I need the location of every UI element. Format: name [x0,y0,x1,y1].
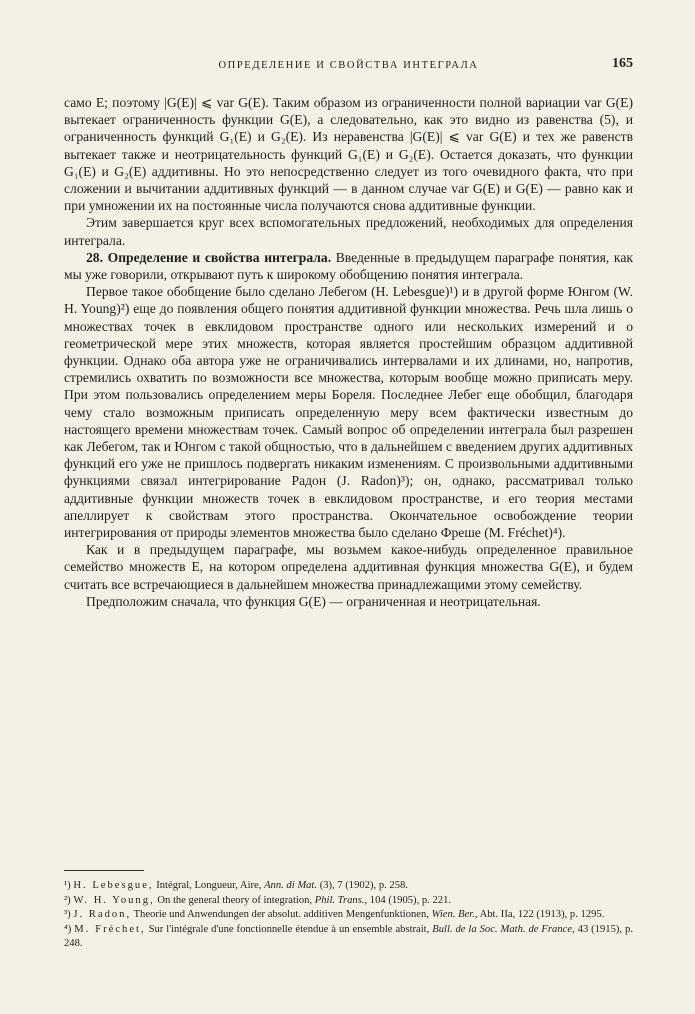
page-number: 165 [612,56,633,71]
footnote-3 [64,908,633,923]
footnote-source: Phil. Trans., [314,894,368,906]
footnote-title: Theorie und Anwendungen der absolut. additiven Mengenfunktionen, [133,909,429,921]
footnote-author: W. H. Young, [73,894,155,906]
section-number: 28. [86,249,103,265]
paragraph-2: Этим завершается круг всех вспомогательных предложений, необходимых для определения интеграла. [64,215,633,248]
footnote-mark: ²) [64,894,71,906]
section-paragraph [64,249,633,283]
footnote-source: Ann. di Mat. [264,880,318,891]
footnote-mark: ³) [64,909,71,921]
paragraph-5: Предположим сначала, что функция G(E) — ограниченная и неотрицательная. [86,593,541,609]
footnote-mark: ¹) [64,880,71,891]
footnote-title: Intégral, Longueur, Aire, [156,880,262,891]
footnote-tail: 43 (1915), p. 248. [64,923,633,950]
footnote-mark: ⁴) [64,923,72,935]
paragraph-4: Как и в предыдущем параграфе, мы возьмем какое-нибудь определенное правильное семейство множеств E, на котором определена аддитивная функция множества G(E), и будем считать все встречающиеся в дальнейшем множества принадлежащими этому семейству. [64,542,633,592]
footnote-author: M. Fréchet, [74,923,146,935]
running-head: ОПРЕДЕЛЕНИЕ И СВОЙСТВА ИНТЕГРАЛА [218,60,479,71]
page-header [64,56,633,76]
footnote-1 [64,879,633,894]
footnote-author: H. Lebesgue, [73,880,154,891]
footnote-2 [64,894,633,909]
footnote-tail: 104 (1905), p. 221. [369,894,452,906]
section-title: Определение и свойства интеграла. [107,249,332,265]
footnote-4 [64,923,633,952]
footnote-tail: (3), 7 (1902), p. 258. [319,880,408,891]
paragraph-1: само E; поэтому |G(E)| ⩽ var G(E). Таким образом из ограниченности полной вариации var G(E) вытекает ограниченность функции G(E), а следовательно, как это видно из равенства (5), и ограниченность функций G₁(E) и G₂(E). Из неравенства |G(E)| ⩽ var G(E) и тех же равенств вытекает также и неотрицательность функций G₁(E) и G₂(E). Остается доказать, что функции G₁(E) и G₂(E) аддитивны. Но это непосредственно следует из того очевидного факта, что при сложении и вычитании аддитивных функций — в данном случае var G(E) и G(E) — равно как и при умножении их на постоянные числа получаются снова аддитивные функции. [64,95,633,214]
footnotes [64,870,633,952]
footnote-rule [64,870,144,871]
section-text: Введенные в предыдущем параграфе понятия, как мы уже говорили, открывают путь к широкому обобщению понятия интеграла. [64,249,633,283]
footnote-author: J. Radon, [73,909,132,921]
footnote-title: On the general theory of integration, [157,894,313,906]
footnote-tail: Abt. IIa, 122 (1913), p. 1295. [479,909,605,921]
footnote-source: Wien. Ber., [431,909,478,921]
body-text [64,94,633,610]
footnote-source: Bull. de la Soc. Math. de France, [432,923,575,935]
footnote-title: Sur l'intégrale d'une fonctionnelle étendue à un ensemble abstrait, [148,923,430,935]
paragraph-3: Первое такое обобщение было сделано Лебегом (H. Lebesgue)¹) и в другой форме Юнгом (W. H. Young)²) еще до появления общего понятия аддитивной функции множества. Речь шла лишь о множествах точек в евклидовом пространстве одного или нескольких измерений и о геометрической мере этих множеств, которая является простейшим образцом аддитивной функции. Однако оба автора уже не ограничивались интервалами и их длинами, но, напротив, стремились охватить по возможности все множества, которым вообще можно приписать меру. При этом пользовались определением меры Бореля. Последнее Лебег еще обобщил, благодаря чему стало возможным приписать определенную меру всем фактически известным до настоящего времени множествам точек. Самый вопрос об определении интеграла был разрешен как Лебегом, так и Юнгом с такой общностью, что в дальнейшем с введением других аддитивных функций его уже не пришлось подвергать никаким изменениям. С произвольными аддитивными функциями связал интегрирование Радон (J. Radon)³); он, однако, рассматривал только аддитивные функции множеств точек в евклидовом пространстве, и его теория местами апеллирует к свойствам этого пространства. Окончательное освобождение теории интегрирования от природы элементов множества было сделано Фреше (M. Fréchet)⁴). [64,284,633,541]
